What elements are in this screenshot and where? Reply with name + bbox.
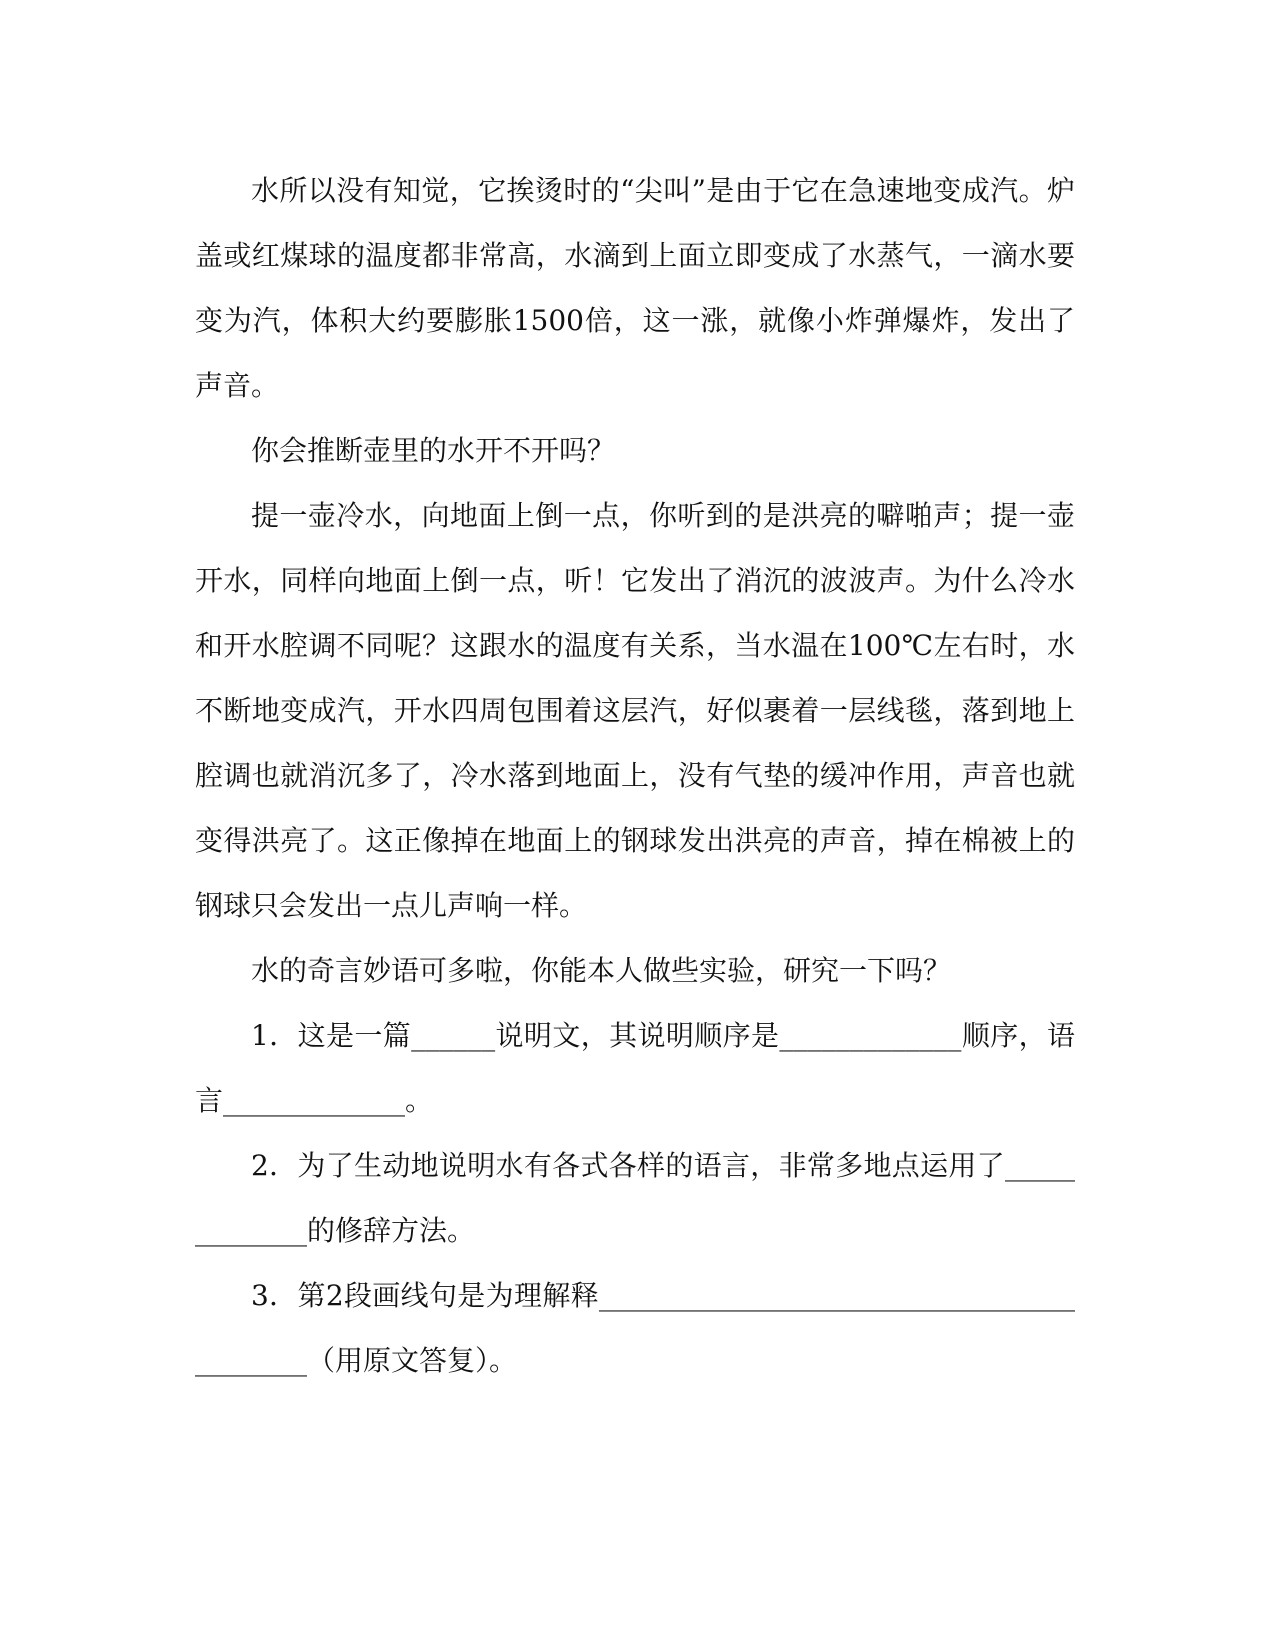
question-1: 1．这是一篇______说明文，其说明顺序是_____________顺序，语言_____________。 [195, 1019, 1075, 1117]
paragraph-water-no-feeling: 水所以没有知觉，它挨烫时的“尖叫”是由于它在急速地变成汽。炉盖或红煤球的温度都非常高，水滴到上面立即变成了水蒸气，一滴水要变为汽，体积大约要膨胀1500倍，这一涨，就像小炸弹爆炸，发出了声音。 [195, 174, 1075, 402]
paragraph-cold-hot-water: 提一壶冷水，向地面上倒一点，你听到的是洪亮的噼啪声；提一壶开水，同样向地面上倒一点，听！它发出了消沉的波波声。为什么冷水和开水腔调不同呢？这跟水的温度有关系，当水温在100℃左右时，水不断地变成汽，开水四周包围着这层汽，好似裹着一层线毯，落到地上腔调也就消沉多了，冷水落到地面上，没有气垫的缓冲作用，声音也就变得洪亮了。这正像掉在地面上的钢球发出洪亮的声音，掉在棉被上的钢球只会发出一点儿声响一样。 [195, 499, 1075, 922]
document-body [195, 158, 1075, 1393]
question-2: 2．为了生动地说明水有各式各样的语言，非常多地点运用了_____________的修辞方法。 [195, 1149, 1075, 1247]
paragraph-experiment-invite: 水的奇言妙语可多啦，你能本人做些实验，研究一下吗？ [251, 954, 952, 987]
paragraph-question-kettle: 你会推断壶里的水开不开吗？ [251, 434, 616, 467]
question-3: 3．第2段画线句是为理解释__________________________________________（用原文答复）。 [195, 1279, 1075, 1377]
